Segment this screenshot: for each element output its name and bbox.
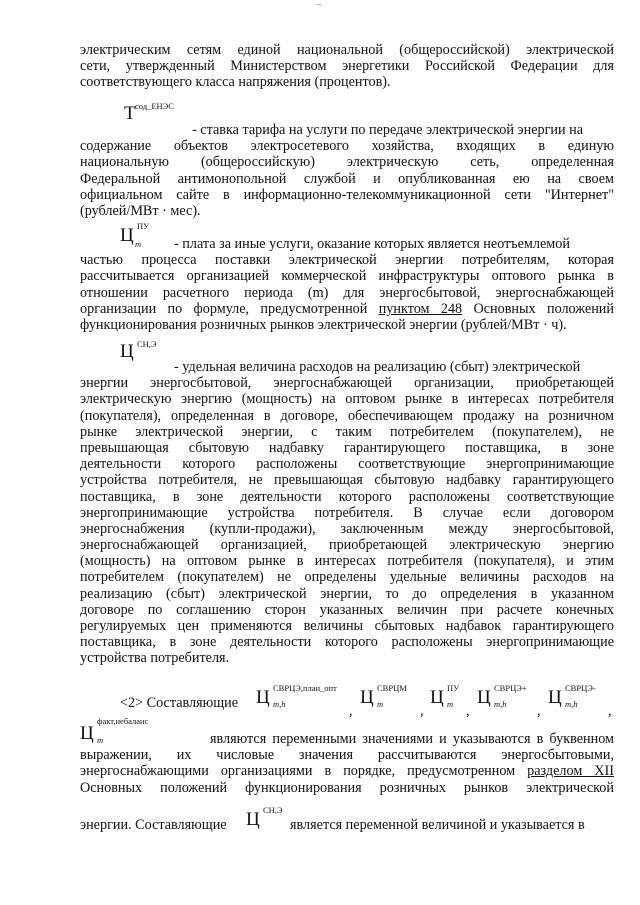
formula-symbol-2: Ц	[360, 687, 374, 708]
formula-superscript: СН,Э	[263, 805, 283, 815]
text-line: энергоснабжения (купли-продажи), заключенным между энергосбытовой,	[80, 520, 614, 537]
formula-superscript: СВРЦЭ+	[494, 683, 527, 693]
formula-symbol-4: Ц	[477, 687, 491, 708]
text-line: сети, утвержденный Министерством энергетики Российской Федерации для	[80, 58, 614, 75]
definition-tssn	[80, 359, 614, 667]
text-line: (рублей/МВт · мес).	[80, 202, 201, 219]
text-line	[80, 763, 614, 779]
text-line: рынке электрической энергии, с таким потребителем (покупателем), не	[80, 423, 614, 440]
formula-superscript: факт,небаланс	[97, 716, 149, 726]
text-line: энергопринимающие устройства потребителя. В случае если договором	[80, 504, 614, 521]
text-line: - плата за иные услуги, оказание которых является неотъемлемой	[174, 236, 570, 252]
formula-symbol-1: Ц	[256, 687, 270, 708]
comma: ,	[420, 703, 424, 719]
text-line: - удельная величина расходов на реализацию (сбыт) электрической	[174, 359, 581, 375]
comma: ,	[608, 703, 612, 719]
text-line: отношении расчетного периода (m) для энергосбытовой, энергоснабжающей	[80, 284, 614, 301]
text-line: энергоснабжающей организацией, приобретающей электрическую энергию	[80, 537, 614, 554]
formula-superscript: ПУ	[137, 221, 150, 231]
text-fragment: Основных положений	[462, 300, 614, 317]
formula-subscript: m,h	[565, 699, 578, 709]
text-line: функционирования розничных рынков электрической энергии (рублей/МВт · ч).	[80, 316, 567, 333]
text-line: (покупателя), определенная в договоре, обеспечивающем продажу на розничном	[80, 407, 614, 424]
formula-superscript: ПУ	[447, 683, 460, 693]
formula-symbol-6: Ц	[80, 723, 94, 744]
formula-subscript: m	[135, 239, 142, 249]
text-line: энергии энергосбытовой, энергоснабжающей организации, приобретающей	[80, 375, 614, 392]
formula-superscript: СВРЦЭ-	[565, 683, 596, 693]
text-line: электрическую энергию (мощность) на оптовом рынке в интересах потребителя	[80, 391, 614, 408]
formula-superscript: СН,Э	[137, 339, 157, 349]
text-line: выражении, их числовые значения рассчитываются энергосбытовыми,	[80, 747, 614, 764]
text-fragment: организации по формуле, предусмотренной	[80, 300, 379, 317]
text-line	[80, 301, 614, 317]
text-line: реализацию (сбыт) электрической энергии, то до определения в указанном	[80, 585, 614, 602]
text-line: регулируемых цен применяются величины сбытовых надбавок гарантирующего	[80, 618, 614, 634]
note-2-tail-end: является переменной величиной и указывается в	[290, 817, 585, 833]
text-line: электрическим сетям единой национальной (общероссийской) электрической	[80, 42, 614, 58]
definition-tsod	[80, 122, 614, 219]
formula-symbol-7: Ц	[246, 809, 260, 830]
formula-subscript: m,h	[494, 699, 507, 709]
text-line: соответствующего класса напряжения (процентов).	[80, 74, 391, 91]
note-2-body	[80, 731, 614, 796]
text-line: поставщика, в зоне деятельности которого расположены соответствующие	[80, 488, 614, 505]
text-line: деятельности которого расположены соответствующие энергопринимающие	[80, 456, 614, 473]
text-line: устройства потребителя, не превышающая сбытовую надбавку гарантирующего	[80, 472, 614, 489]
text-line: национальную (общероссийскую) электрическую сеть, определенная	[80, 154, 614, 171]
text-line: Основных положений функционирования розничных рынков электрической	[80, 779, 614, 796]
text-line: Федеральной антимонопольной службой и опубликованная ею на своем	[80, 170, 614, 187]
text-line: рассчитывается организацией коммерческой инфраструктуры оптового рынка в	[80, 268, 614, 285]
link-razdel-xii[interactable]: разделом XII	[527, 763, 614, 780]
formula-symbol-tspu: Ц	[120, 225, 134, 246]
formula-superscript: сод_ЕНЭС	[135, 101, 174, 111]
text-line: устройства потребителя.	[80, 650, 230, 667]
scan-mark	[316, 4, 322, 5]
formula-subscript: m	[377, 699, 384, 709]
formula-symbol-5: Ц	[548, 687, 562, 708]
text-line: поставщика, в зоне деятельности которого расположены энергопринимающие	[80, 634, 614, 651]
text-line: официальном сайте в информационно-телекоммуникационной сети "Интернет"	[80, 186, 614, 203]
text-line: потребителем (покупателем) не определены удельные величины расходов на	[80, 569, 614, 586]
formula-symbol-t: T	[124, 103, 136, 124]
comma: ,	[537, 703, 541, 719]
text-line: (мощность) на оптовом рынке в интересах потребителя (покупателя), и этим	[80, 553, 614, 570]
formula-subscript: m	[97, 735, 104, 745]
comma: ,	[349, 703, 353, 719]
formula-symbol-tssn: Ц	[120, 341, 134, 362]
text-line: превышающая сбытовую надбавку гарантирующего поставщика, в зоне	[80, 439, 614, 456]
formula-subscript: m	[447, 699, 454, 709]
formula-superscript: СВРЦМ	[377, 683, 407, 693]
formula-superscript: СВРЦЭ,план_опт	[273, 683, 337, 693]
note-2-lead: <2> Составляющие	[120, 695, 239, 711]
text-line: договоре по соглашению сторон указанных величин при расчете конечных	[80, 601, 614, 618]
comma: ,	[466, 703, 470, 719]
text-line: являются переменными значениями и указываются в буквенном	[210, 731, 614, 747]
formula-subscript: m,h	[273, 699, 286, 709]
text-line: частью процесса поставки электрической энергии потребителям, которая	[80, 252, 614, 269]
intro-paragraph	[80, 42, 614, 91]
definition-tspu	[80, 236, 614, 333]
text-line: содержание объектов электросетевого хозяйства, входящих в единую	[80, 138, 614, 155]
note-2-tail-start: энергии. Составляющие	[80, 817, 227, 833]
text-fragment: энергоснабжающими организациями в порядке, предусмотренном	[80, 763, 528, 780]
text-line: - ставка тарифа на услуги по передаче электрической энергии на	[192, 122, 584, 138]
link-punkt-248[interactable]: пунктом 248	[378, 300, 463, 317]
formula-symbol-3: Ц	[430, 687, 444, 708]
